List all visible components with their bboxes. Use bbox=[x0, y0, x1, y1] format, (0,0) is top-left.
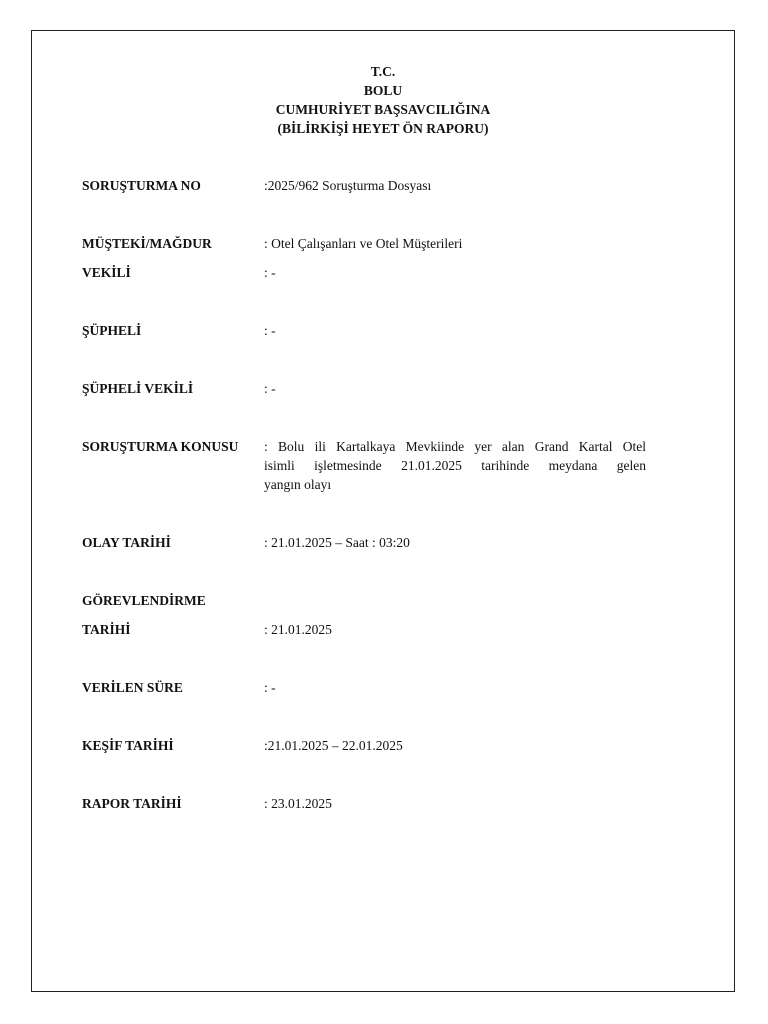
incident-date-value: : 21.01.2025 – Saat : 03:20 bbox=[264, 535, 410, 550]
given-duration-value: : - bbox=[264, 680, 276, 695]
complainant-value: : Otel Çalışanları ve Otel Müşterileri bbox=[264, 236, 463, 251]
header-line-office: CUMHURİYET BAŞSAVCILIĞINA bbox=[275, 102, 491, 117]
investigation-no-label: SORUŞTURMA NO bbox=[82, 178, 201, 193]
investigation-subject-line-2: isimli işletmesinde 21.01.2025 tarihinde meydana gelen bbox=[264, 458, 646, 473]
attorney-label: VEKİLİ bbox=[82, 265, 131, 280]
complainant-label: MÜŞTEKİ/MAĞDUR bbox=[82, 236, 212, 251]
inspection-date-label: KEŞİF TARİHİ bbox=[82, 738, 174, 753]
incident-date-label: OLAY TARİHİ bbox=[82, 535, 171, 550]
investigation-no-value: :2025/962 Soruşturma Dosyası bbox=[264, 178, 432, 193]
header-line-report-type: (BİLİRKİŞİ HEYET ÖN RAPORU) bbox=[277, 121, 489, 136]
page-border bbox=[31, 30, 735, 992]
suspect-value: : - bbox=[264, 323, 276, 338]
document-header bbox=[31, 62, 735, 138]
assignment-date-label-line-2: TARİHİ bbox=[82, 622, 131, 637]
header-line-city: BOLU bbox=[363, 83, 403, 98]
given-duration-label: VERİLEN SÜRE bbox=[82, 680, 183, 695]
inspection-date-value: :21.01.2025 – 22.01.2025 bbox=[264, 738, 403, 753]
investigation-subject-line-3: yangın olayı bbox=[264, 477, 332, 492]
suspect-attorney-value: : - bbox=[264, 381, 276, 396]
investigation-subject-line-1: : Bolu ili Kartalkaya Mevkiinde yer alan Grand Kartal Otel bbox=[264, 439, 646, 454]
suspect-attorney-label: ŞÜPHELİ VEKİLİ bbox=[82, 381, 194, 396]
report-date-value: : 23.01.2025 bbox=[264, 796, 332, 811]
assignment-date-label-line-1: GÖREVLENDİRME bbox=[82, 593, 206, 608]
investigation-subject-value bbox=[264, 437, 646, 494]
header-line-tc: T.C. bbox=[370, 64, 396, 79]
assignment-date-value: : 21.01.2025 bbox=[264, 622, 332, 637]
suspect-label: ŞÜPHELİ bbox=[82, 323, 142, 338]
attorney-value: : - bbox=[264, 265, 276, 280]
report-date-label: RAPOR TARİHİ bbox=[82, 796, 182, 811]
investigation-subject-label: SORUŞTURMA KONUSU bbox=[82, 439, 239, 454]
